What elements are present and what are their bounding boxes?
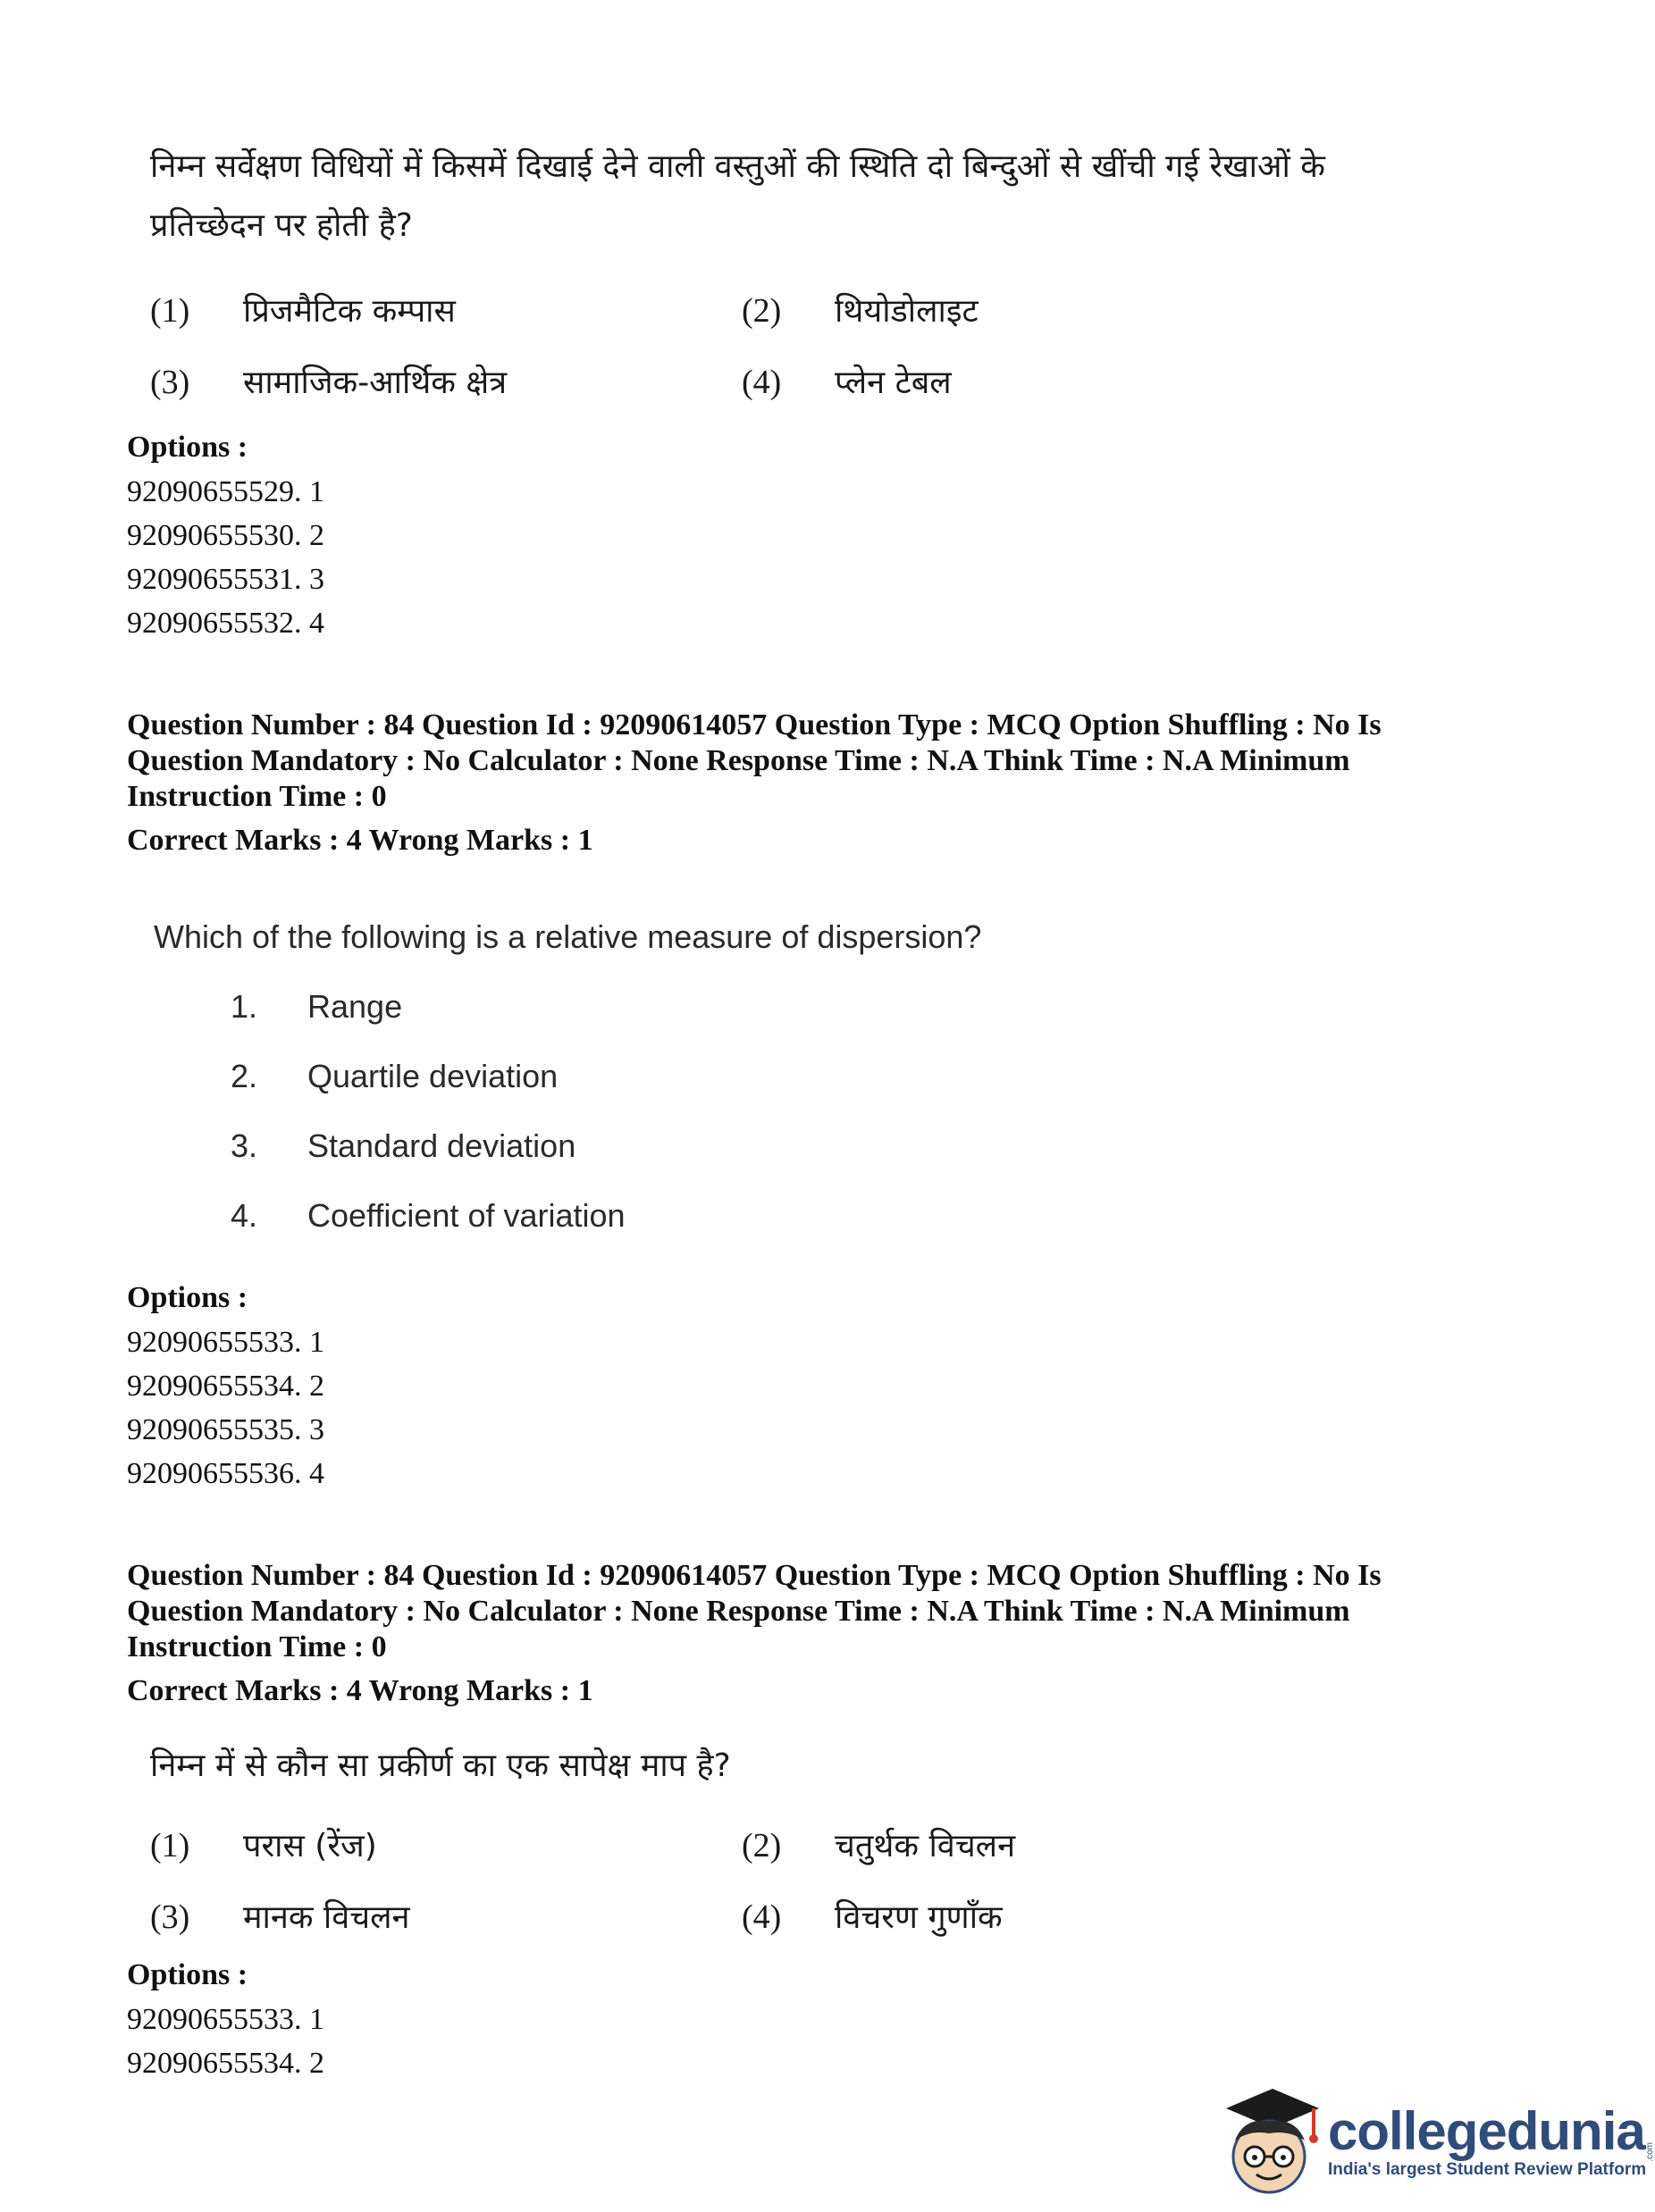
question-meta-84-repeat xyxy=(127,1558,1521,1665)
hindi-option-1: (1) प्रिजमैटिक कम्पास xyxy=(150,292,456,330)
english-option-4: 4. Coefficient of variation xyxy=(231,1197,626,1234)
english-question-text: Which of the following is a relative measure of dispersion? xyxy=(154,918,982,955)
option-id-line: 92090655534. 2 xyxy=(127,2047,324,2080)
hindi-option-1: (1) परास (रेंज) xyxy=(150,1827,377,1864)
mascot-icon xyxy=(1217,2082,1323,2198)
meta-line-1: Question Number : 84 Question Id : 92090614057 Question Type : MCQ Option Shuffling : No Is xyxy=(127,708,1382,742)
english-option-3: 3. Standard deviation xyxy=(231,1127,576,1164)
meta-line-2: Question Mandatory : No Calculator : None Response Time : N.A Think Time : N.A Minimum xyxy=(127,744,1350,777)
option-id-line: 92090655531. 3 xyxy=(127,563,324,596)
english-option-2: 2. Quartile deviation xyxy=(231,1058,559,1094)
options-list-3 xyxy=(127,1958,324,2085)
options-label: Options : xyxy=(127,1958,248,1991)
meta-line-2: Question Mandatory : No Calculator : None Response Time : N.A Think Time : N.A Minimum xyxy=(127,1595,1350,1628)
meta-line-1: Question Number : 84 Question Id : 92090614057 Question Type : MCQ Option Shuffling : No Is xyxy=(127,1559,1382,1592)
option-id-line: 92090655535. 3 xyxy=(127,1413,324,1446)
logo-wordmark: collegedunia xyxy=(1328,2100,1645,2161)
collegedunia-logo[interactable] xyxy=(1217,2082,1655,2198)
hindi-option-3: (3) मानक विचलन xyxy=(150,1898,410,1936)
option-id-line: 92090655532. 4 xyxy=(127,607,324,640)
options-label: Options : xyxy=(127,1281,248,1314)
option-id-line: 92090655529. 1 xyxy=(127,475,324,508)
option-id-line: 92090655530. 2 xyxy=(127,519,324,552)
option-id-line: 92090655533. 1 xyxy=(127,1326,324,1359)
hindi-question-83 xyxy=(150,138,1383,256)
meta-line-3: Instruction Time : 0 xyxy=(127,780,387,813)
logo-com-suffix: .com xyxy=(1644,2141,1655,2162)
hindi-option-2: (2) चतुर्थक विचलन xyxy=(742,1827,1016,1864)
question-meta-84 xyxy=(127,708,1521,815)
option-id-line: 92090655534. 2 xyxy=(127,1370,324,1403)
hindi-option-2: (2) थियोडोलाइट xyxy=(742,292,979,330)
hindi-option-4: (4) प्लेन टेबल xyxy=(742,364,952,401)
english-option-1: 1. Range xyxy=(231,988,403,1025)
logo-tagline: India's largest Student Review Platform xyxy=(1328,2159,1647,2179)
hindi-option-3: (3) सामाजिक-आर्थिक क्षेत्र xyxy=(150,364,508,401)
option-id-line: 92090655533. 1 xyxy=(127,2003,324,2036)
options-label: Options : xyxy=(127,431,248,464)
hindi-question-84: निम्न में से कौन सा प्रकीर्ण का एक सापेक्ष माप है? xyxy=(150,1747,731,1784)
marks-line: Correct Marks : 4 Wrong Marks : 1 xyxy=(127,1674,593,1707)
option-id-line: 92090655536. 4 xyxy=(127,1457,324,1490)
hindi-question-line-1: निम्न सर्वेक्षण विधियों में किसमें दिखाई देने वाली वस्तुओं की स्थिति दो बिन्दुओं से खींची गई रेखाओं के xyxy=(150,148,1325,185)
hindi-option-4: (4) विचरण गुणाँक xyxy=(742,1898,1003,1936)
marks-line: Correct Marks : 4 Wrong Marks : 1 xyxy=(127,824,593,857)
hindi-question-line-2: प्रतिच्छेदन पर होती है? xyxy=(150,207,413,244)
options-list-2 xyxy=(127,1281,324,1496)
meta-line-3: Instruction Time : 0 xyxy=(127,1630,387,1663)
options-list-1 xyxy=(127,431,324,645)
logo-text-block xyxy=(1328,2100,1655,2180)
